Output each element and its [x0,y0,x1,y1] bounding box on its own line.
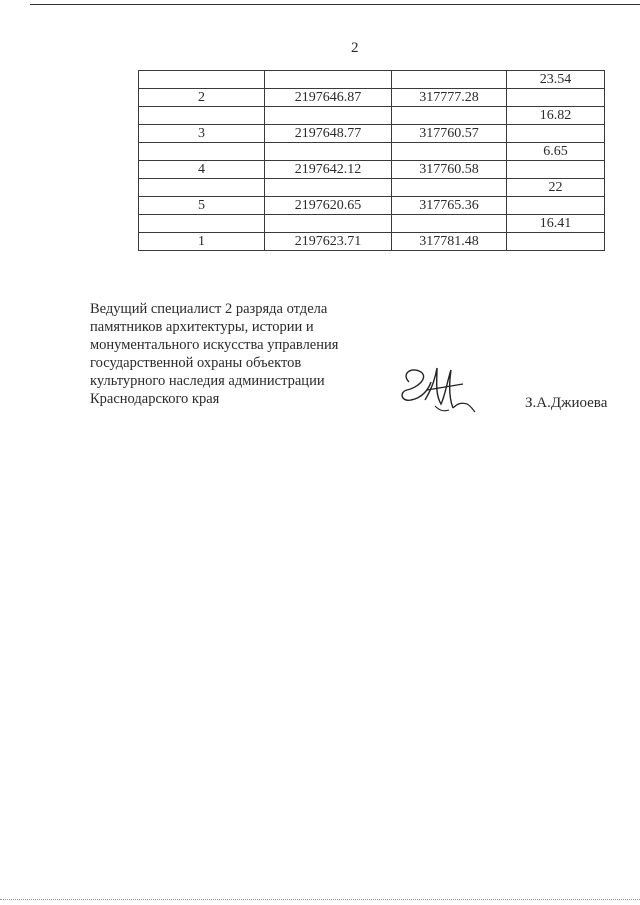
page-number: 2 [351,40,359,56]
point-number-cell: 4 [139,161,265,179]
segment-length-cell [507,233,605,251]
y-coordinate-cell [392,71,507,89]
handwritten-signature [395,360,480,415]
x-coordinate-cell [265,143,392,161]
y-coordinate-cell [392,215,507,233]
point-number-cell [139,71,265,89]
x-coordinate-cell: 2197620.65 [265,197,392,215]
y-coordinate-cell: 317781.48 [392,233,507,251]
table-row [139,143,605,161]
position-line-4: государственной охраны объектов [90,355,302,371]
signer-name: З.А.Джиоева [525,395,608,411]
y-coordinate-cell [392,179,507,197]
table-row [139,161,605,179]
point-number-cell [139,179,265,197]
table-row [139,179,605,197]
top-edge-line [30,4,640,5]
position-line-5: культурного наследия администрации [90,373,325,389]
point-number-cell [139,143,265,161]
segment-length-cell: 16.41 [507,215,605,233]
signature-block [90,300,390,408]
table-row [139,107,605,125]
segment-length-cell [507,89,605,107]
x-coordinate-cell: 2197642.12 [265,161,392,179]
x-coordinate-cell: 2197646.87 [265,89,392,107]
x-coordinate-cell: 2197623.71 [265,233,392,251]
point-number-cell: 3 [139,125,265,143]
coordinates-table-body [139,71,605,251]
table-row [139,125,605,143]
y-coordinate-cell [392,143,507,161]
coordinates-table [138,70,605,251]
y-coordinate-cell: 317765.36 [392,197,507,215]
point-number-cell: 2 [139,89,265,107]
y-coordinate-cell: 317760.58 [392,161,507,179]
x-coordinate-cell [265,107,392,125]
point-number-cell [139,107,265,125]
point-number-cell: 1 [139,233,265,251]
segment-length-cell: 16.82 [507,107,605,125]
segment-length-cell [507,125,605,143]
segment-length-cell: 6.65 [507,143,605,161]
x-coordinate-cell [265,179,392,197]
y-coordinate-cell: 317777.28 [392,89,507,107]
point-number-cell: 5 [139,197,265,215]
position-line-1: Ведущий специалист 2 разряда отдела [90,301,328,317]
segment-length-cell [507,197,605,215]
point-number-cell [139,215,265,233]
y-coordinate-cell: 317760.57 [392,125,507,143]
y-coordinate-cell [392,107,507,125]
table-row [139,197,605,215]
table-row [139,89,605,107]
table-row [139,233,605,251]
segment-length-cell: 22 [507,179,605,197]
bottom-edge-line [0,899,640,900]
position-line-6: Краснодарского края [90,391,220,407]
table-row [139,215,605,233]
segment-length-cell: 23.54 [507,71,605,89]
x-coordinate-cell [265,215,392,233]
table-row [139,71,605,89]
x-coordinate-cell [265,71,392,89]
segment-length-cell [507,161,605,179]
x-coordinate-cell: 2197648.77 [265,125,392,143]
position-line-2: памятников архитектуры, истории и [90,319,314,335]
position-line-3: монументального искусства управления [90,337,339,353]
